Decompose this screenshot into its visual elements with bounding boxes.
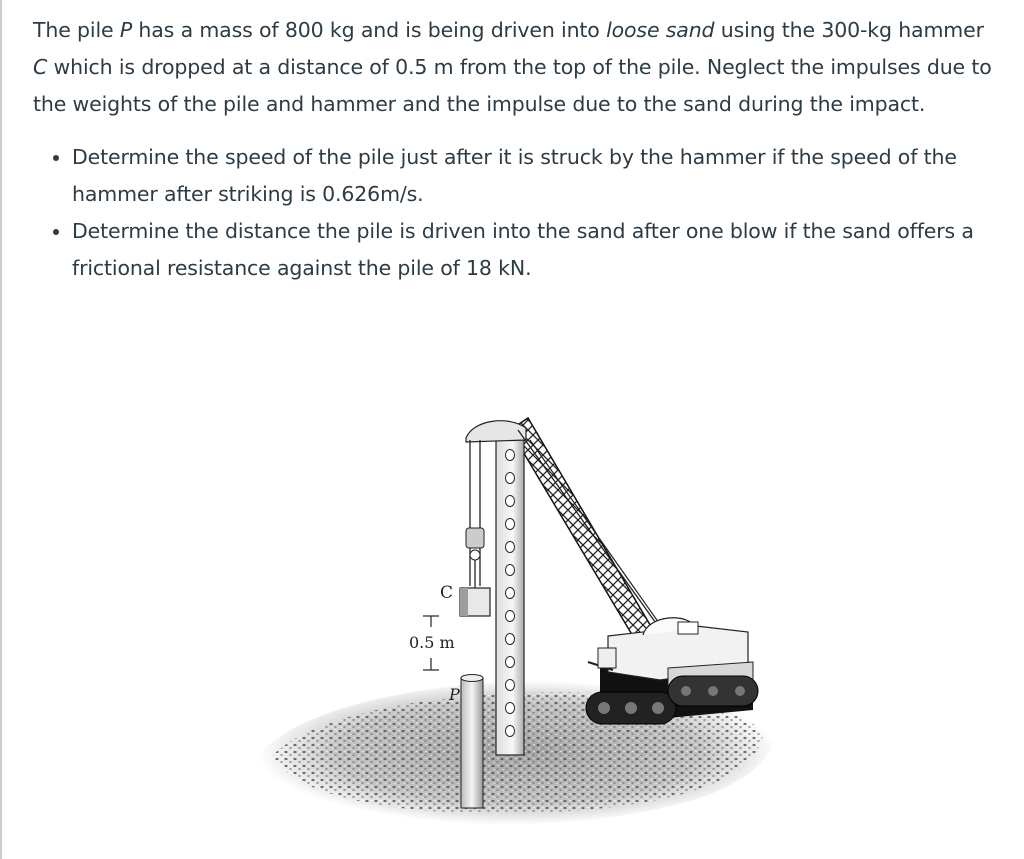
hammer-symbol: C: [33, 55, 48, 79]
task-item: • Determine the distance the pile is driven into the sand after one blow if the sand offers a frictional resistance against the pile of 18 kN.: [72, 213, 993, 287]
task-item: • Determine the speed of the pile just after it is struck by the hammer if the speed of the hammer after striking is 0.626m/s.: [72, 139, 993, 213]
intro-text-1: The pile: [33, 18, 120, 42]
pile-driver-figure: [248, 400, 788, 850]
label-drop-distance: 0.5 m: [409, 633, 455, 652]
problem-content: [33, 12, 993, 287]
problem-intro: [33, 12, 993, 123]
task-list: [33, 139, 993, 287]
intro-text-2: has a mass of 800 kg and is being driven into: [132, 18, 607, 42]
hook-block: [466, 528, 484, 588]
hammer-block: [460, 588, 490, 616]
label-hammer-c: C: [440, 583, 454, 603]
left-border: [0, 0, 2, 859]
label-pile-p: P: [449, 685, 460, 704]
intro-text-4: which is dropped at a distance of 0.5 m from the top of the pile. Neglect the impulses due to the weights of the pile and hammer and the impulse due to the sand during the impact.: [33, 55, 992, 116]
crane-boom: [510, 418, 678, 650]
pile-column: [461, 675, 483, 809]
pile-driver-illustration: [248, 400, 788, 850]
sand-term: loose sand: [606, 18, 715, 42]
intro-text-3: using the 300-kg hammer: [714, 18, 984, 42]
pile-symbol: P: [119, 18, 133, 42]
